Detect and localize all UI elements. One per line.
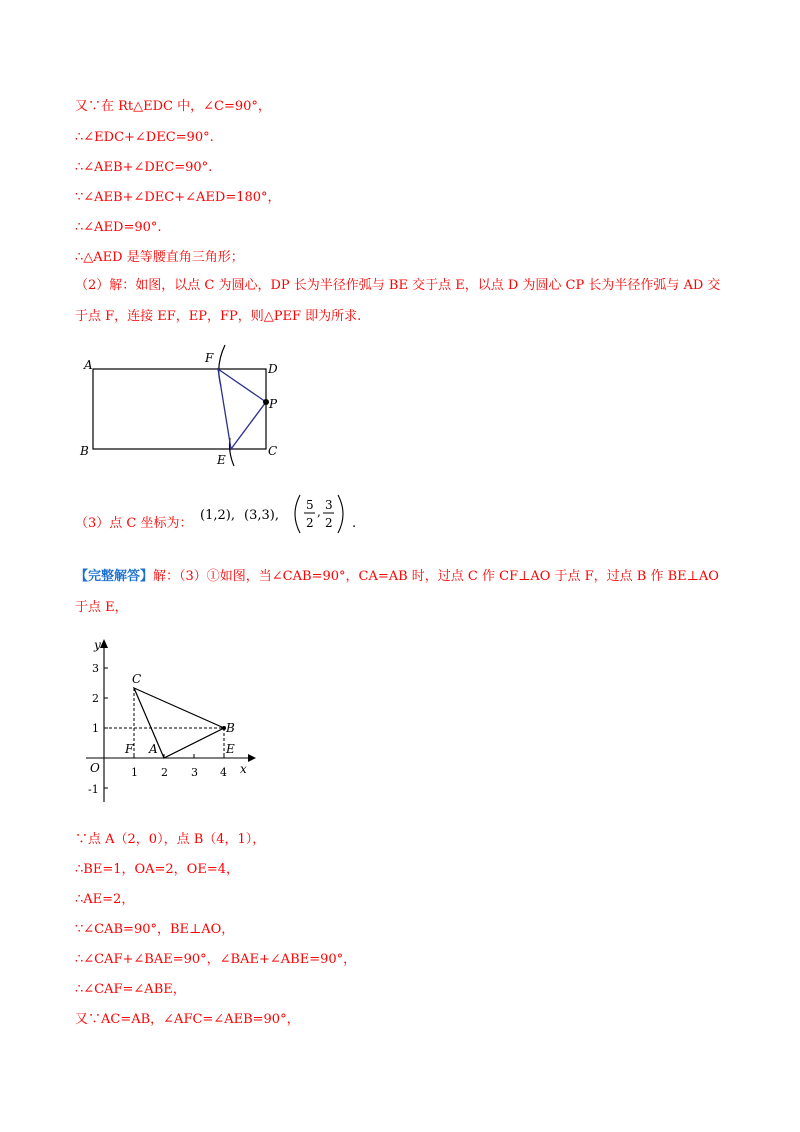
frac-x-num: 5 xyxy=(306,498,314,512)
label-e2: E xyxy=(226,742,235,756)
part-2-solution: （2）解：如图，以点 C 为圆心，DP 长为半径作弧与 BE 交于点 E，以点 D 为圆心 CP 长为半径作弧与 AD 交于点 F，连接 EF，EP，FP，则△PEF 即为所求. xyxy=(75,278,721,324)
triangle-pef xyxy=(218,369,266,449)
proof-line-12: ∴∠CAF=∠ABE， xyxy=(75,982,186,997)
xtick-4: 4 xyxy=(220,766,227,779)
proof-line-8: ∴BE=1，OA=2，OE=4， xyxy=(75,862,239,877)
complete-answer xyxy=(75,561,725,623)
proof-line-11: ∴∠CAF+∠BAE=90°，∠BAE+∠ABE=90°， xyxy=(75,952,357,967)
frac-comma: , xyxy=(317,505,321,519)
frac-y-den: 2 xyxy=(325,516,333,530)
label-c2: C xyxy=(132,672,142,686)
proof-line-2: ∴∠EDC+∠DEC=90°. xyxy=(75,130,214,145)
proof-line-7: ∵点 A（2，0），点 B（4，1）， xyxy=(75,832,266,847)
xtick-3: 3 xyxy=(191,766,198,779)
label-d: D xyxy=(268,362,278,376)
origin-label: O xyxy=(90,761,100,775)
axis-y-label: y xyxy=(94,638,101,652)
part-3-end: . xyxy=(352,516,357,531)
coord-1: (1,2), xyxy=(200,508,235,523)
left-paren xyxy=(295,495,300,533)
label-f: F xyxy=(205,351,214,365)
answer-tag: 【完整解答】 xyxy=(75,569,154,584)
proof-line-6: ∴△AED 是等腰直角三角形； xyxy=(75,250,244,265)
label-c: C xyxy=(268,444,278,458)
right-paren xyxy=(338,495,343,533)
ytick-3: 3 xyxy=(92,662,99,675)
xtick-1: 1 xyxy=(131,766,138,779)
triangle-cab xyxy=(134,688,224,758)
coord-2: (3,3), xyxy=(244,508,279,523)
label-f2: F xyxy=(125,742,134,756)
label-a: A xyxy=(84,358,93,372)
x-axis-arrow xyxy=(248,754,256,762)
proof-line-5: ∴∠AED=90°. xyxy=(75,220,162,235)
frac-x-den: 2 xyxy=(306,516,314,530)
proof-line-13: 又∵AC=AB，∠AFC=∠AEB=90°， xyxy=(75,1012,300,1027)
proof-line-9: ∴AE=2， xyxy=(75,892,135,907)
label-a2: A xyxy=(149,742,158,756)
ytick-2: 2 xyxy=(92,692,99,705)
label-b: B xyxy=(80,444,89,458)
proof-line-1: 又∵在 Rt△EDC 中，∠C=90°， xyxy=(75,99,271,114)
ytick-1: 1 xyxy=(92,722,99,735)
label-e: E xyxy=(217,453,226,467)
construction-figure xyxy=(78,340,298,470)
frac-y-num: 3 xyxy=(325,498,333,512)
answer-text: 解：（3）①如图，当∠CAB=90°，CA=AB 时，过点 C 作 CF⊥AO 于点 F，过点 B 作 BE⊥AO 于点 E， xyxy=(75,569,719,615)
coordinate-figure xyxy=(80,636,260,806)
coordinates-formula xyxy=(196,492,366,536)
proof-line-10: ∵∠CAB=90°，BE⊥AO， xyxy=(75,922,235,937)
y-axis-arrow xyxy=(100,639,108,648)
part-3-label: （3）点 C 坐标为： xyxy=(75,516,193,531)
proof-line-4: ∵∠AEB+∠DEC+∠AED=180°， xyxy=(75,190,281,205)
axis-x-label: x xyxy=(240,762,247,776)
ytick-neg1: -1 xyxy=(88,783,99,796)
label-b2: B xyxy=(226,721,235,735)
label-p: P xyxy=(269,397,278,411)
proof-line-3: ∴∠AEB+∠DEC=90°. xyxy=(75,160,213,175)
xtick-2: 2 xyxy=(161,766,168,779)
